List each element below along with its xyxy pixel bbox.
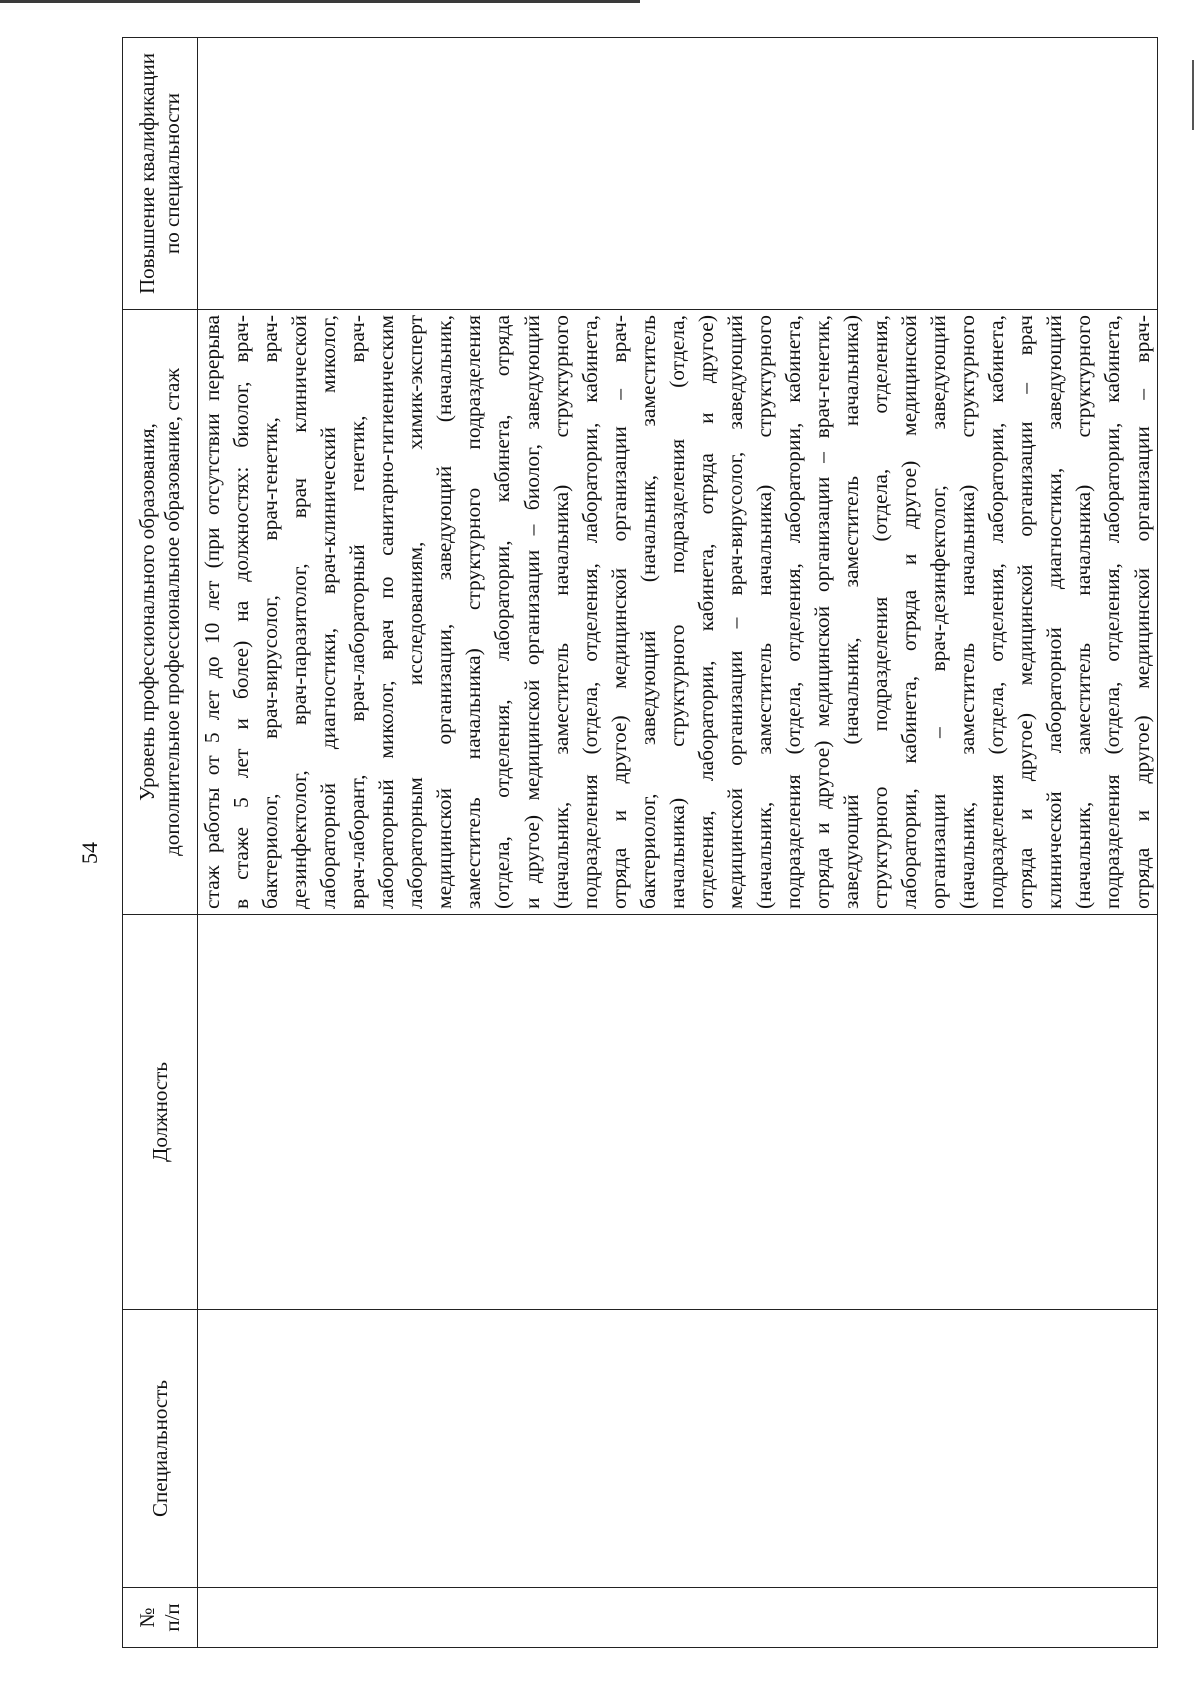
education-line: лабораторной диагностики, врач-клинический миколог,: [316, 315, 341, 909]
rotated-table-wrapper: [122, 38, 1154, 1648]
scan-edge-right: [1192, 60, 1194, 130]
table-header-row: [123, 38, 198, 1648]
header-specialty: Специальность: [123, 1310, 198, 1588]
education-line: дезинфектолог, врач-паразитолог, врач клинической: [287, 315, 312, 909]
education-line: (начальник, заместитель начальника) структурного: [751, 315, 776, 909]
education-line: врач-лаборант, врач-лабораторный генетик, врач-: [345, 315, 370, 909]
header-qualification: Повышение квалификации по специальности: [123, 38, 198, 310]
page-number: 54: [77, 842, 102, 864]
education-line: и другое) медицинской организации – биолог, заведующий: [519, 315, 544, 909]
education-line: отряда и другое) медицинской организации – врач-генетик,: [809, 315, 834, 909]
education-text: [198, 310, 1157, 914]
scan-edge-top: [0, 0, 640, 3]
education-line: подразделения (отдела, отделения, лаборатории, кабинета,: [1100, 315, 1125, 909]
cell-education: [198, 310, 1158, 915]
cell-specialty: [198, 1310, 1158, 1588]
education-line: лабораторный миколог, врач по санитарно-гигиеническим: [374, 315, 399, 909]
education-line: клинической лабораторной диагностики, заведующий: [1042, 315, 1067, 909]
education-line: бактериолог, заведующий (начальник, заместитель: [635, 315, 660, 909]
qualification-table: [122, 37, 1158, 1648]
education-line: (начальник, заместитель начальника) структурного: [548, 315, 573, 909]
education-line: лабораторным исследованиям, химик-эксперт: [403, 315, 428, 909]
table-row: [198, 38, 1158, 1648]
cell-qualification: [198, 38, 1158, 310]
education-line: заведующий (начальник, заместитель начальника): [839, 315, 864, 909]
education-line: в стаже 5 лет и более) на должностях: биолог, врач-: [229, 315, 254, 909]
education-line: медицинской организации – врач-вирусолог, заведующий: [722, 315, 747, 909]
education-line: заместитель начальника) структурного подразделения: [461, 315, 486, 909]
education-line: отряда и другое) медицинской организации – врач-: [606, 315, 631, 909]
education-line: (начальник, заместитель начальника) структурного: [1071, 315, 1096, 909]
education-line: (начальник, заместитель начальника) структурного: [955, 315, 980, 909]
education-line: структурного подразделения (отдела, отделения,: [868, 315, 893, 909]
education-line: отряда и другое) медицинской организации – врач-: [1129, 315, 1154, 909]
education-line: (отдела, отделения, лаборатории, кабинета, отряда: [490, 315, 515, 909]
cell-position: [198, 915, 1158, 1310]
education-line: стаж работы от 5 лет до 10 лет (при отсутствии перерыва: [200, 315, 224, 909]
education-line: медицинской организации, заведующий (начальник,: [432, 315, 457, 909]
education-line: отделения, лаборатории, кабинета, отряда и другое): [693, 315, 718, 909]
education-line: отряда и другое) медицинской организации – врач: [1013, 315, 1038, 909]
education-line: организации – врач-дезинфектолог, заведующий: [926, 315, 951, 909]
education-line: подразделения (отдела, отделения, лаборатории, кабинета,: [577, 315, 602, 909]
education-line: подразделения (отдела, отделения, лаборатории, кабинета,: [984, 315, 1009, 909]
education-line: подразделения (отдела, отделения, лаборатории, кабинета,: [780, 315, 805, 909]
education-line: бактериолог, врач-вирусолог, врач-генетик, врач-: [258, 315, 283, 909]
education-line: лаборатории, кабинета, отряда и другое) медицинской: [897, 315, 922, 909]
header-education: Уровень профессионального образования, дополнительное профессиональное образование, стаж: [123, 310, 198, 915]
header-num: № п/п: [123, 1588, 198, 1648]
education-line: начальника) структурного подразделения (отдела,: [664, 315, 689, 909]
cell-num: [198, 1588, 1158, 1648]
header-position: Должность: [123, 915, 198, 1310]
